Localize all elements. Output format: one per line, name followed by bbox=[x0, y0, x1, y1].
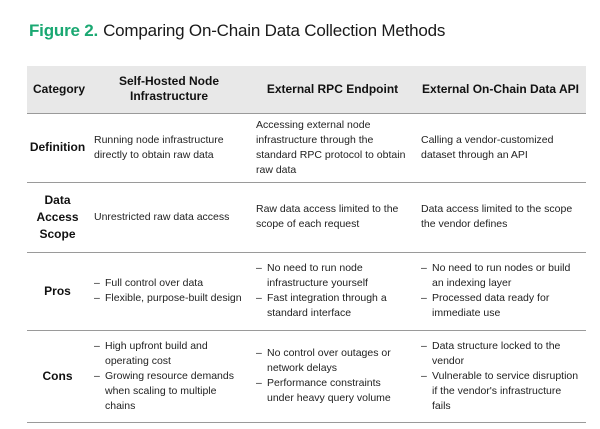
bullet-item: – Growing resource demands when scaling to multiple chains bbox=[94, 369, 244, 414]
table-cell bbox=[250, 182, 415, 252]
table-cell bbox=[250, 330, 415, 422]
bullet-list bbox=[94, 339, 244, 414]
bullet-item: – No need to run node infrastructure yourself bbox=[256, 261, 409, 291]
figure-number: Figure 2. bbox=[29, 21, 99, 40]
table-cell bbox=[88, 330, 250, 422]
row-category-label: Data Access Scope bbox=[27, 182, 88, 252]
figure-title-text: Comparing On-Chain Data Collection Methods bbox=[103, 21, 446, 40]
table-row-pros bbox=[27, 252, 586, 330]
bullet-item: – Processed data ready for immediate use bbox=[421, 291, 580, 321]
header-rpc-endpoint: External RPC Endpoint bbox=[266, 81, 399, 96]
table-cell bbox=[88, 252, 250, 330]
row-category-label: Cons bbox=[27, 330, 88, 422]
cell-text: Running node infrastructure directly to obtain raw data bbox=[94, 133, 224, 161]
table-row-cons bbox=[27, 330, 586, 422]
bullet-list bbox=[94, 276, 244, 306]
cell-text: Data access limited to the scope the vendor defines bbox=[421, 203, 573, 230]
header-self-hosted: Self-Hosted Node Infrastructure bbox=[118, 74, 219, 104]
table-row-data-access-scope bbox=[27, 182, 586, 252]
cell-text: Raw data access limited to the scope of each request bbox=[256, 203, 399, 230]
bullet-list bbox=[256, 346, 409, 406]
row-category-label: Definition bbox=[27, 113, 88, 182]
table-cell bbox=[250, 113, 415, 182]
comparison-table bbox=[27, 66, 586, 423]
bullet-item: – No need to run nodes or build an indexing layer bbox=[421, 261, 580, 291]
cell-text: Calling a vendor-customized dataset through an API bbox=[421, 133, 554, 161]
table-cell bbox=[415, 252, 586, 330]
row-category-label: Pros bbox=[27, 252, 88, 330]
bullet-item: – Data structure locked to the vendor bbox=[421, 339, 580, 369]
table-cell bbox=[415, 330, 586, 422]
table-header-row bbox=[27, 66, 586, 113]
cell-text: Unrestricted raw data access bbox=[94, 210, 230, 223]
table-row-definition bbox=[27, 113, 586, 182]
header-category: Category bbox=[33, 81, 86, 96]
table-cell bbox=[250, 252, 415, 330]
figure-title bbox=[29, 20, 445, 42]
bullet-item: – High upfront build and operating cost bbox=[94, 339, 244, 369]
table-cell bbox=[415, 182, 586, 252]
cell-text: Accessing external node infrastructure through the standard RPC protocol to obtain raw data bbox=[256, 118, 406, 176]
bullet-item: – No control over outages or network delays bbox=[256, 346, 409, 376]
bullet-item: – Full control over data bbox=[94, 276, 244, 291]
bullet-list bbox=[421, 261, 580, 321]
bullet-item: – Vulnerable to service disruption if the vendor's infrastructure fails bbox=[421, 369, 580, 414]
bullet-list bbox=[256, 261, 409, 321]
bullet-item: – Flexible, purpose-built design bbox=[94, 291, 244, 306]
header-data-api: External On-Chain Data API bbox=[422, 81, 579, 96]
table-cell bbox=[88, 182, 250, 252]
bullet-item: – Performance constraints under heavy query volume bbox=[256, 376, 409, 406]
bullet-list bbox=[421, 339, 580, 414]
bullet-item: – Fast integration through a standard interface bbox=[256, 291, 409, 321]
table-cell bbox=[415, 113, 586, 182]
table-cell bbox=[88, 113, 250, 182]
